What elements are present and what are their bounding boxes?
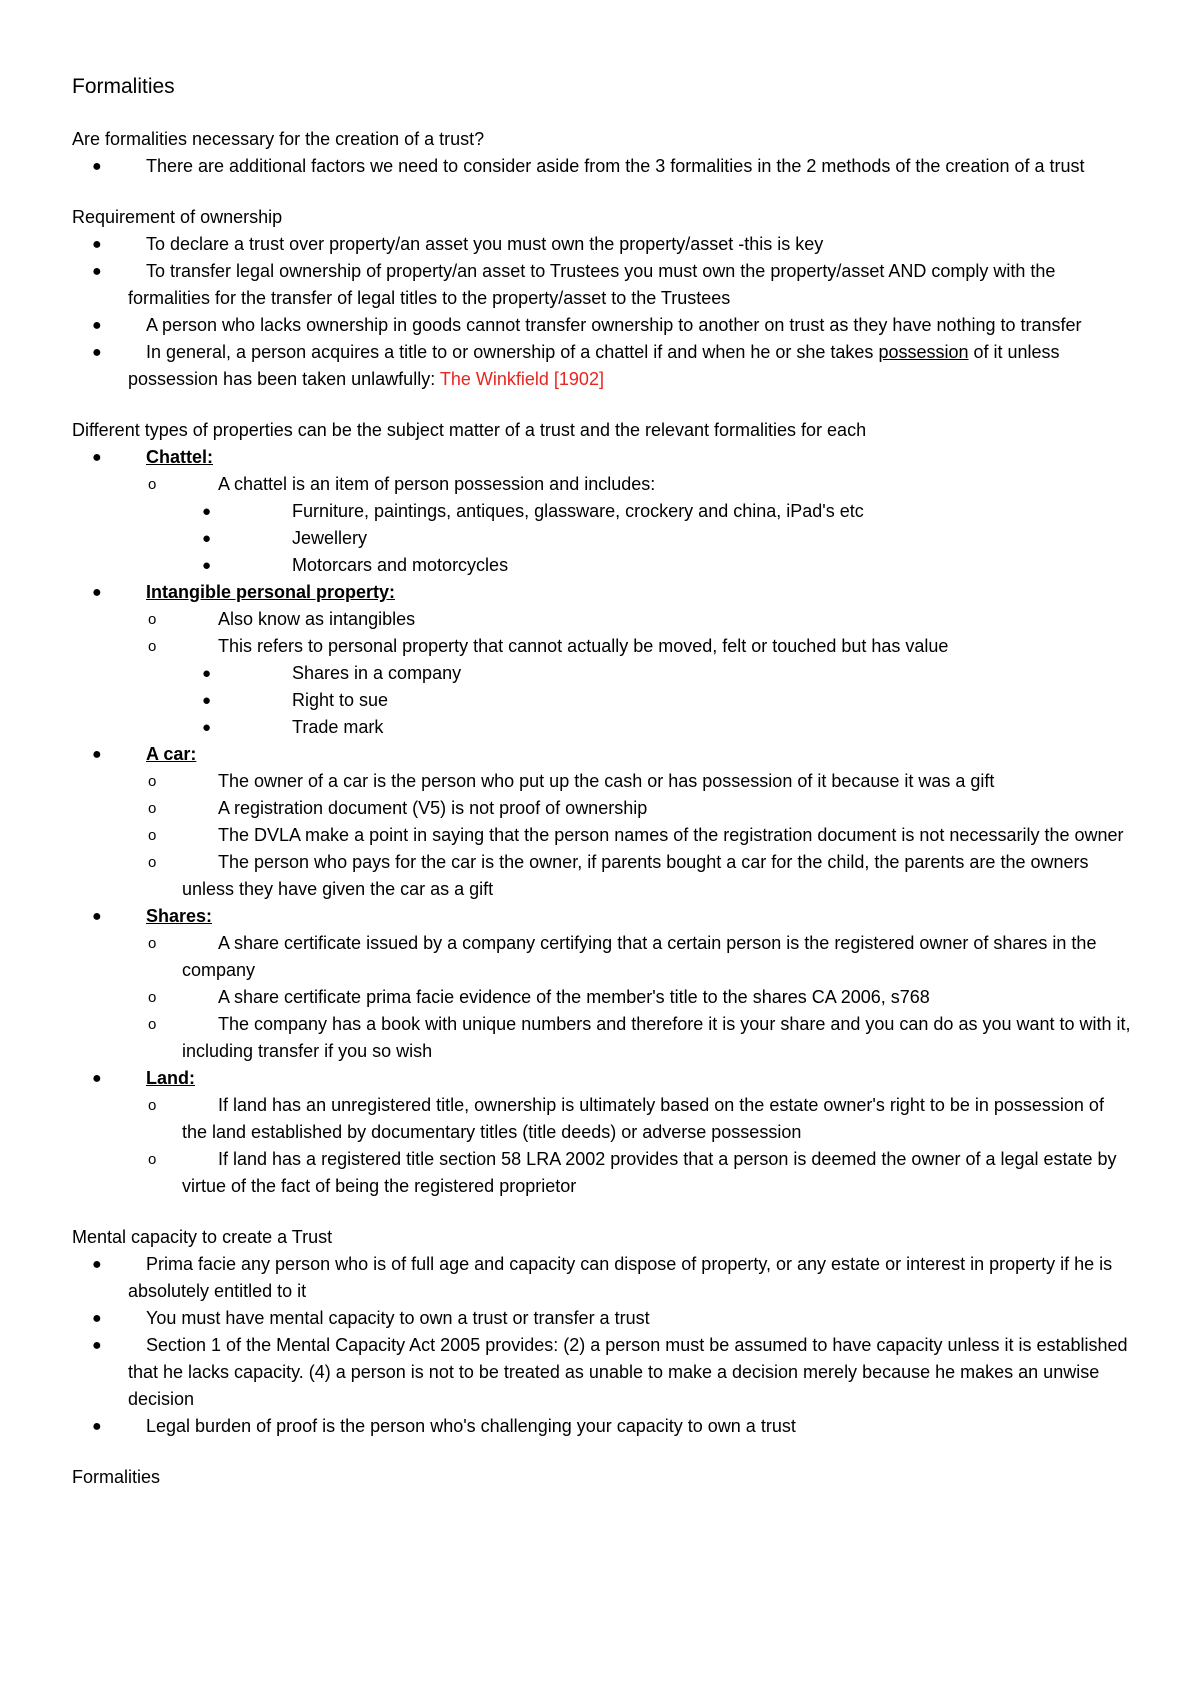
section-heading-formalities: Formalities bbox=[72, 1467, 161, 1487]
section-heading: Different types of properties can be the subject matter of a trust and the relevant formalities for each bbox=[72, 420, 867, 440]
sub-sub-list bbox=[182, 660, 1132, 741]
category-label: Intangible personal property: bbox=[146, 582, 396, 602]
circle-bullet-icon: o bbox=[148, 800, 157, 817]
list-item: ● There are additional factors we need to consider aside from the 3 formalities in the 2 methods of the creation of a trust bbox=[72, 153, 1132, 180]
bullet-icon: ● bbox=[92, 1310, 102, 1327]
document-page bbox=[72, 72, 1132, 1491]
sub-sub-item: ● Jewellery bbox=[72, 525, 1132, 552]
category-label: Land: bbox=[146, 1068, 195, 1088]
category-label: Chattel: bbox=[146, 447, 213, 467]
sub-item: o A share certificate issued by a company certifying that a certain person is the registered owner of shares in the company bbox=[72, 930, 1132, 984]
list-item: ● To declare a trust over property/an asset you must own the property/asset -this is key bbox=[72, 231, 1132, 258]
underlined-term: possession bbox=[878, 342, 969, 362]
circle-bullet-icon: o bbox=[148, 1097, 157, 1114]
bullet-icon: ● bbox=[92, 158, 102, 175]
sub-item: o A registration document (V5) is not proof of ownership bbox=[72, 795, 1132, 822]
circle-bullet-icon: o bbox=[148, 854, 157, 871]
bullet-icon: ● bbox=[92, 344, 102, 361]
bullet-icon: ● bbox=[92, 1070, 102, 1087]
circle-bullet-icon: o bbox=[148, 989, 157, 1006]
document-title: Formalities bbox=[72, 75, 175, 98]
category-shares bbox=[72, 903, 1132, 1065]
list-item: ● In general, a person acquires a title to or ownership of a chattel if and when he or she takes possession of it unless possession has been taken unlawfully: The Winkfield [1902] bbox=[72, 339, 1132, 393]
bullet-icon: ● bbox=[202, 557, 212, 574]
sub-list bbox=[128, 471, 1132, 579]
sub-item: o The person who pays for the car is the owner, if parents bought a car for the child, the parents are the owners unless they have given the car as a gift bbox=[72, 849, 1132, 903]
bullet-icon: ● bbox=[202, 692, 212, 709]
sub-item: o Also know as intangibles bbox=[72, 606, 1132, 633]
bullet-icon: ● bbox=[92, 449, 102, 466]
sub-item: o The owner of a car is the person who put up the cash or has possession of it because it was a gift bbox=[72, 768, 1132, 795]
list-item: ● A person who lacks ownership in goods cannot transfer ownership to another on trust as they have nothing to transfer bbox=[72, 312, 1132, 339]
category-label: Shares: bbox=[146, 906, 213, 926]
circle-bullet-icon: o bbox=[148, 1016, 157, 1033]
sub-sub-item: ● Shares in a company bbox=[72, 660, 1132, 687]
bullet-list bbox=[72, 153, 1132, 180]
section-mental-capacity bbox=[72, 1224, 1132, 1440]
bullet-icon: ● bbox=[92, 1256, 102, 1273]
sub-item: o If land has an unregistered title, ownership is ultimately based on the estate owner's right to be in possession of the land established by documentary titles (title deeds) or adverse possession bbox=[72, 1092, 1132, 1146]
bullet-icon: ● bbox=[92, 1337, 102, 1354]
category-label: A car: bbox=[146, 744, 197, 764]
sub-list bbox=[128, 768, 1132, 903]
sub-item: o A share certificate prima facie evidence of the member's title to the shares CA 2006, s768 bbox=[72, 984, 1132, 1011]
category-chattel bbox=[72, 444, 1132, 579]
sub-sub-item: ● Furniture, paintings, antiques, glassware, crockery and china, iPad's etc bbox=[72, 498, 1132, 525]
sub-item: o A chattel is an item of person possession and includes: ● Furniture, paintings, antiques, glassware, crockery and china, iPad's etc ● Jewellery ● Motorcars and motorcycles bbox=[72, 471, 1132, 579]
sub-sub-item: ● Motorcars and motorcycles bbox=[72, 552, 1132, 579]
circle-bullet-icon: o bbox=[148, 935, 157, 952]
bullet-icon: ● bbox=[202, 530, 212, 547]
list-item: ● You must have mental capacity to own a trust or transfer a trust bbox=[72, 1305, 1132, 1332]
bullet-icon: ● bbox=[92, 263, 102, 280]
bullet-icon: ● bbox=[92, 236, 102, 253]
section-property-types bbox=[72, 417, 1132, 1200]
sub-sub-item: ● Trade mark bbox=[72, 714, 1132, 741]
bullet-icon: ● bbox=[92, 317, 102, 334]
category-land bbox=[72, 1065, 1132, 1200]
circle-bullet-icon: o bbox=[148, 638, 157, 655]
category-intangible bbox=[72, 579, 1132, 741]
bullet-icon: ● bbox=[202, 503, 212, 520]
circle-bullet-icon: o bbox=[148, 773, 157, 790]
sub-list bbox=[128, 1092, 1132, 1200]
section-heading: Are formalities necessary for the creation of a trust? bbox=[72, 129, 485, 149]
bullet-icon: ● bbox=[92, 1418, 102, 1435]
circle-bullet-icon: o bbox=[148, 611, 157, 628]
circle-bullet-icon: o bbox=[148, 1151, 157, 1168]
bullet-icon: ● bbox=[92, 908, 102, 925]
list-item: ● To transfer legal ownership of property/an asset to Trustees you must own the property/asset AND comply with the formalities for the transfer of legal titles to the property/asset to the Trustees bbox=[72, 258, 1132, 312]
circle-bullet-icon: o bbox=[148, 476, 157, 493]
list-item: ● Section 1 of the Mental Capacity Act 2005 provides: (2) a person must be assumed to have capacity unless it is established that he lacks capacity. (4) a person is not to be treated as unable to make a decision merely because he makes an unwise decision bbox=[72, 1332, 1132, 1413]
bullet-icon: ● bbox=[202, 665, 212, 682]
section-heading: Requirement of ownership bbox=[72, 207, 283, 227]
sub-list bbox=[128, 606, 1132, 741]
sub-item: o The DVLA make a point in saying that the person names of the registration document is not necessarily the owner bbox=[72, 822, 1132, 849]
sub-list bbox=[128, 930, 1132, 1065]
bullet-list bbox=[72, 444, 1132, 1200]
bullet-list bbox=[72, 231, 1132, 393]
section-requirement-of-ownership bbox=[72, 204, 1132, 393]
list-item: ● Legal burden of proof is the person who's challenging your capacity to own a trust bbox=[72, 1413, 1132, 1440]
sub-sub-list bbox=[182, 498, 1132, 579]
section-formalities-necessary bbox=[72, 126, 1132, 180]
bullet-icon: ● bbox=[92, 746, 102, 763]
bullet-icon: ● bbox=[202, 719, 212, 736]
sub-item: o The company has a book with unique numbers and therefore it is your share and you can do as you want to with it, including transfer if you so wish bbox=[72, 1011, 1132, 1065]
category-car bbox=[72, 741, 1132, 903]
case-citation: The Winkfield [1902] bbox=[439, 369, 604, 389]
sub-sub-item: ● Right to sue bbox=[72, 687, 1132, 714]
sub-item: o This refers to personal property that cannot actually be moved, felt or touched but has value ● Shares in a company ● Right to sue ● Trade mark bbox=[72, 633, 1132, 741]
bullet-icon: ● bbox=[92, 584, 102, 601]
circle-bullet-icon: o bbox=[148, 827, 157, 844]
section-heading: Mental capacity to create a Trust bbox=[72, 1227, 333, 1247]
sub-item: o If land has a registered title section 58 LRA 2002 provides that a person is deemed the owner of a legal estate by virtue of the fact of being the registered proprietor bbox=[72, 1146, 1132, 1200]
list-item: ● Prima facie any person who is of full age and capacity can dispose of property, or any estate or interest in property if he is absolutely entitled to it bbox=[72, 1251, 1132, 1305]
bullet-list bbox=[72, 1251, 1132, 1440]
